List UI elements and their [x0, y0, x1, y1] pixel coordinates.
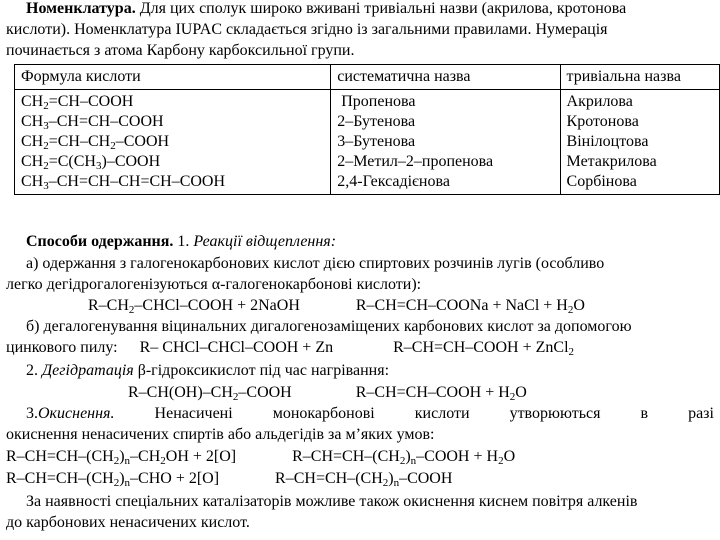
trivial-1: Акрилова — [566, 93, 633, 110]
systematic-2: 2–Бутенова — [337, 113, 416, 130]
formula-5: $CH_3-CH=CH-CH=CH$–COOH — [21, 173, 226, 192]
table-header-row — [15, 65, 720, 90]
oxidation-word: Ненасичені — [154, 405, 233, 422]
oxidation-word: 3.Окиснення. — [26, 405, 115, 422]
header-trivial: тривіальна назва — [560, 65, 719, 90]
trivial-5: Сорбінова — [566, 173, 637, 190]
oxidation-subtitle: Окиснення. — [38, 405, 115, 422]
systematic-cell — [331, 90, 560, 195]
oxidation-word: утворюються — [509, 405, 601, 422]
header-systematic: систематична назва — [331, 65, 560, 90]
method-a-line-1: а) одержання з галогенокарбонових кислот дією спиртових розчинів лугів (особливо — [26, 255, 605, 272]
oxidation-word: кислоти — [414, 405, 470, 422]
methods-heading: Способи одержання. — [26, 233, 174, 250]
trivial-2: Кротонова — [566, 113, 639, 130]
dehydration-subtitle: Дегідратація — [42, 362, 134, 379]
methods-heading-line: Способи одержання. 1. Реакції відщеплення: — [26, 233, 337, 250]
trivial-cell — [560, 90, 719, 195]
equation-3: $R-CH(OH)-CH_2$–COOH R–CH=CH–COOH + $H_2O$ — [128, 384, 527, 403]
catalyst-line-1: За наявності спеціальних каталізаторів можливе також окиснення киснем повітря алкенів — [26, 493, 638, 510]
formula-1: $CH_2=CH$–COOH — [21, 93, 134, 112]
intro-line-3: починається з атома Карбону карбоксильної групи. — [6, 42, 355, 59]
trivial-4: Метакрилова — [566, 153, 657, 170]
systematic-5: 2,4-Гексадієнова — [337, 173, 450, 190]
oxidation-word: разі — [688, 405, 714, 422]
equation-4: $R-CH=CH-(CH_2)_n-CH_2OH + 2[O]$ $R-CH=CH-(CH_2)_n$–COOH + $H_2O$ — [6, 448, 516, 467]
method-b-line-1: б) дегалогенування віцинальних дигалогенозаміщених карбонових кислот за допомогою — [26, 318, 632, 335]
method-b-line-2: цинкового пилу: R– CHCl–CHCl–COOH + Zn R–CH=CH–COOH + ZnCl$_2$ — [6, 339, 575, 358]
formula-3: $CH_2=CH-CH_2$–COOH — [21, 133, 170, 152]
systematic-1: Пропенова — [341, 93, 416, 110]
oxidation-line-2: окиснення ненасичених спиртів або альдегідів за м’яких умов: — [6, 426, 435, 443]
equation-5: $R-CH=CH-(CH_2)_n$–CHO + 2[O] $R-CH=CH-(CH_2)_n$–COOH — [6, 470, 453, 489]
intro-line-1: Номенклатура. Для цих сполук широко вживані тривіальні назви (акрилова, кротонова — [26, 0, 627, 17]
equation-1: $R-CH_2-CHCl$–COOH + 2NaOH R–CH=CH–COONa + NaCl + $H_2O$ — [88, 297, 585, 316]
trivial-3: Вінілоцтова — [566, 133, 649, 150]
oxidation-word: монокарбонові — [272, 405, 375, 422]
intro-term: Номенклатура. — [26, 0, 136, 17]
intro-line-2: кислоти). Номенклатура IUPAC складається згідно із загальними правилами. Нумерація — [6, 21, 608, 38]
catalyst-line-2: до карбонових ненасичених кислот. — [6, 514, 250, 531]
systematic-4: 2–Метил–2–пропенова — [337, 153, 494, 170]
oxidation-word: в — [640, 405, 649, 422]
table-body-row — [15, 90, 720, 195]
formula-2: $CH_3-CH=CH$–COOH — [21, 113, 164, 132]
header-formula: Формула кислоти — [15, 65, 331, 90]
dehydration-line: 2. Дегідратація β-гідроксикислот під час нагрівання: — [26, 362, 390, 379]
oxidation-line-1 — [26, 405, 714, 423]
formula-cell — [15, 90, 331, 195]
formula-4: $CH_2=C(CH_3)$–COOH — [21, 153, 161, 172]
elimination-subtitle: Реакції відщеплення: — [193, 233, 337, 250]
acids-table — [14, 64, 720, 195]
method-a-line-2: легко дегідрогалогенізуються α-галогенокарбонові кислоти): — [6, 276, 422, 293]
systematic-3: 3–Бутенова — [337, 133, 416, 150]
